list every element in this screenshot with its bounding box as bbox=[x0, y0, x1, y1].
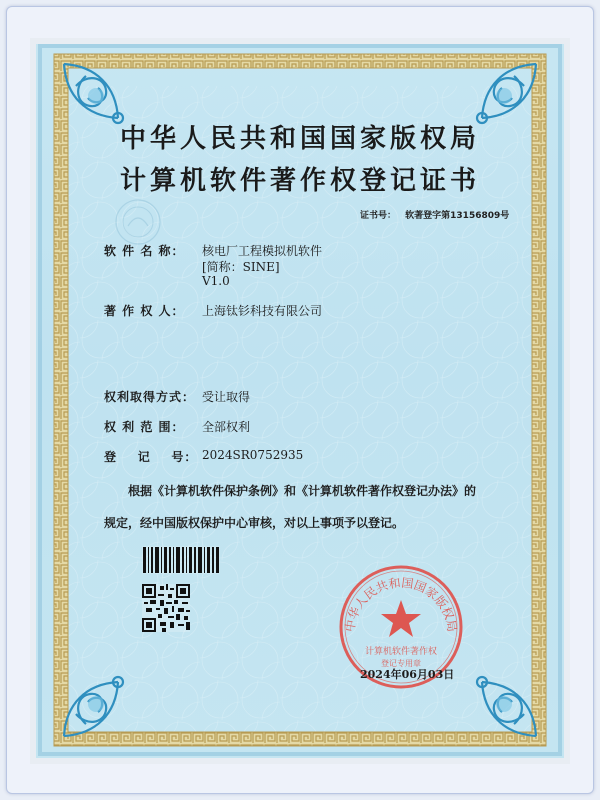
field-label-registration-number: 登 记 号： bbox=[104, 450, 198, 464]
certificate-number-value: 软著登字第13156809号 bbox=[405, 211, 510, 221]
field-value-software-name: 核电厂工程模拟机软件 bbox=[202, 244, 323, 258]
field-value-copyright-owner: 上海钛钐科技有限公司 bbox=[202, 304, 323, 318]
qr-code bbox=[142, 584, 190, 632]
seal-ring-text: 中华人民共和国国家版权局 bbox=[342, 575, 460, 633]
paragraph-line-2: 规定，经中国版权保护中心审核，对以上事项予以登记。 bbox=[104, 516, 405, 530]
field-value-acquisition-method: 受让取得 bbox=[202, 390, 251, 404]
barcode bbox=[142, 546, 220, 574]
field-label-rights-scope: 权 利 范 围： bbox=[104, 420, 185, 434]
field-label-acquisition-method: 权利取得方式： bbox=[104, 390, 196, 404]
seal-inner-line-2: 登记专用章 bbox=[381, 659, 421, 668]
paragraph-line-1: 根据《计算机软件保护条例》和《计算机软件著作权登记办法》的 bbox=[128, 484, 477, 498]
title-issuer: 中华人民共和国国家版权局 bbox=[119, 124, 480, 154]
seal-star-icon bbox=[381, 600, 421, 637]
field-label-copyright-owner: 著 作 权 人： bbox=[104, 304, 185, 318]
corner-ornament-bottom-right bbox=[454, 654, 544, 744]
field-value-software-version: V1.0 bbox=[202, 274, 230, 288]
field-value-software-short-name: [简称：SINE] bbox=[202, 260, 280, 274]
issue-date: 2024年06月03日 bbox=[360, 668, 455, 681]
seal-inner-line-1: 计算机软件著作权 bbox=[364, 647, 438, 657]
corner-ornament-bottom-left bbox=[56, 654, 146, 744]
field-value-rights-scope: 全部权利 bbox=[202, 420, 251, 434]
field-value-registration-number: 2024SR0752935 bbox=[202, 448, 304, 462]
certificate-number-label: 证书号： bbox=[360, 211, 397, 221]
field-label-software-name: 软 件 名 称： bbox=[104, 244, 185, 258]
title-certificate: 计算机软件著作权登记证书 bbox=[119, 166, 480, 196]
certificate-number bbox=[360, 208, 515, 221]
